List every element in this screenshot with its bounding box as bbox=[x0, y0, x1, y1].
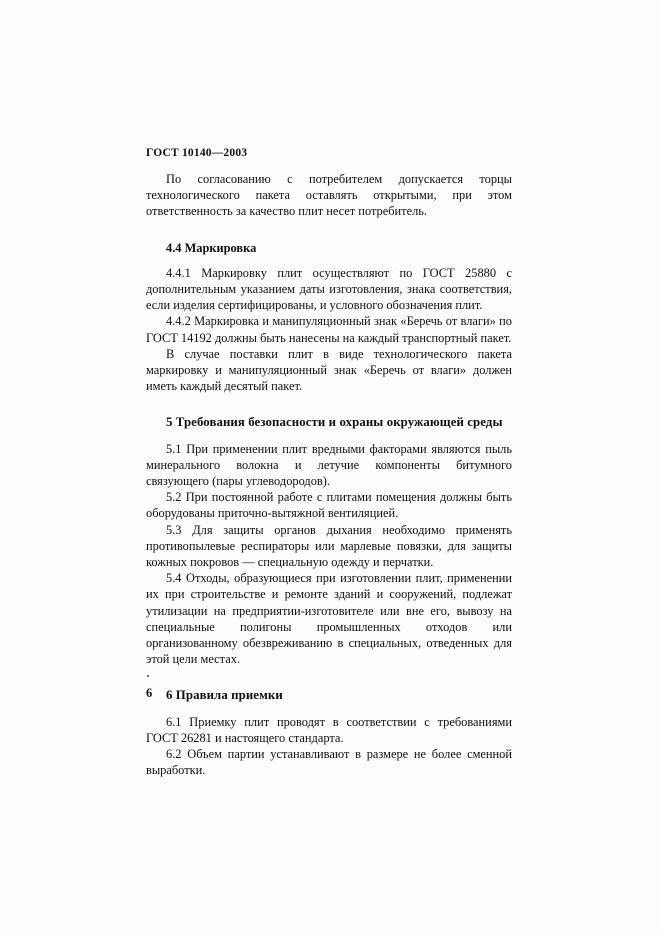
paragraph-4-4-2: 4.4.2 Маркировка и манипуляционный знак «Беречь от влаги» по ГОСТ 14192 должны быть нанесены на каждый транспортный пакет. bbox=[146, 314, 512, 345]
paragraph-5-1: 5.1 При применении плит вредными факторами являются пыль минерального волокна и летучие компоненты битумного связующего (пары углеводородов). bbox=[146, 441, 512, 489]
section-4-4-title: 4.4 Маркировка bbox=[166, 240, 257, 255]
section-5-title: 5 Требования безопасности и охраны окружающей среды bbox=[166, 415, 503, 430]
paragraph-5-3: 5.3 Для защиты органов дыхания необходимо применять противопылевые респираторы или марлевые повязки, для защиты кожных покровов — специальную одежду и перчатки. bbox=[146, 522, 512, 570]
paragraph-5-4: 5.4 Отходы, образующиеся при изготовлении плит, применении их при строительстве и ремонте зданий и сооружений, подлежат утилизации на предприятии-изготовителе или вне его, вывозу на специальные полигоны промышленных отходов или организованному обезвреживанию в специальных, отведенных для этой цели местах. bbox=[146, 571, 512, 667]
page-number: 6 bbox=[146, 686, 153, 700]
paragraph-4-4-1: 4.4.1 Маркировку плит осуществляют по ГОСТ 25880 с дополнительным указанием даты изготовления, знака соответствия, если изделия сертифицированы, и условного обозначения плит. bbox=[146, 265, 512, 313]
paragraph-5-2: 5.2 При постоянной работе с плитами помещения должны быть оборудованы приточно-вытяжной вентиляцией. bbox=[146, 490, 512, 521]
paragraph-6-2: 6.2 Объем партии устанавливают в размере не более сменной выработки. bbox=[146, 747, 512, 778]
paragraph-4-4-3: В случае поставки плит в виде технологического пакета маркировку и манипуляционный знак «Беречь от влаги» должен иметь каждый десятый пакет. bbox=[146, 346, 512, 394]
standard-header: ГОСТ 10140—2003 bbox=[146, 147, 248, 159]
paragraph-6-1: 6.1 Приемку плит проводят в соответствии с требованиями ГОСТ 26281 и настоящего стандарта. bbox=[146, 714, 512, 745]
section-6-title: 6 Правила приемки bbox=[166, 688, 283, 703]
document-body bbox=[146, 171, 512, 779]
intro-paragraph: По согласованию с потребителем допускается торцы технологического пакета оставлять открытыми, при этом ответственность за качество плит несет потребитель. bbox=[146, 172, 512, 219]
scan-speck bbox=[147, 675, 149, 677]
